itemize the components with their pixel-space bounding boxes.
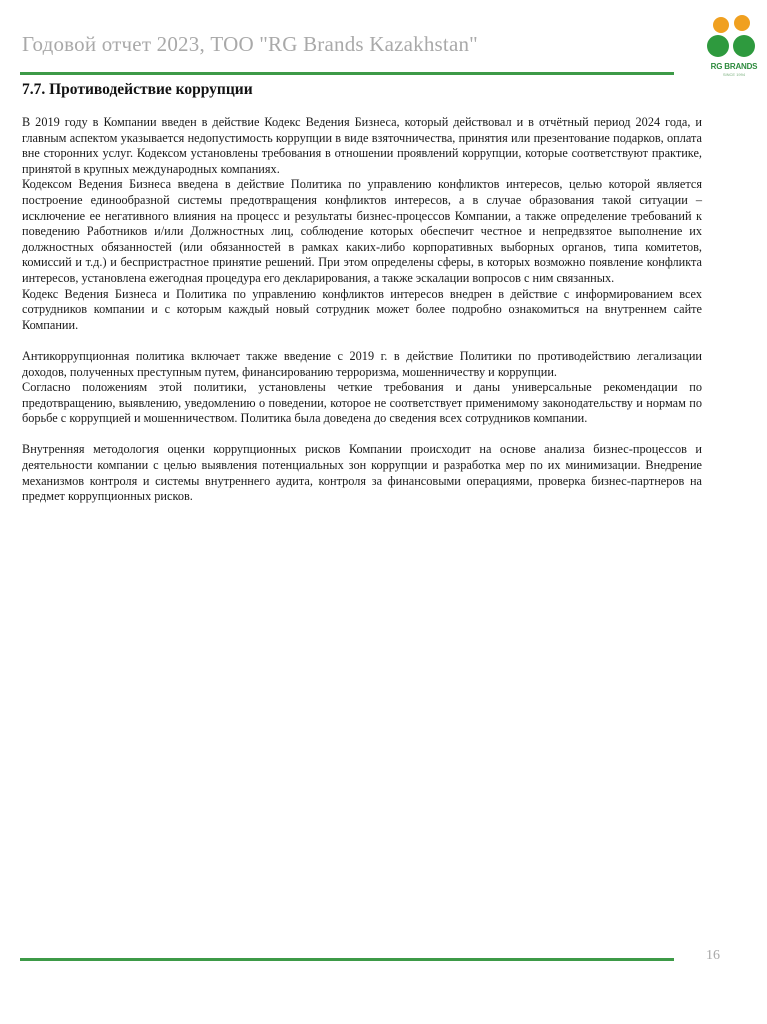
rg-brands-logo bbox=[704, 10, 764, 82]
paragraph-gap bbox=[22, 427, 702, 443]
paragraph: Согласно положениям этой политики, установлены четкие требования и даны универсальные рекомендации по предотвращению, выявлению, уведомлению о поведении, которое не соответствует применимому законодательству и нормам по борьбе с коррупцией и мошенничеством. Политика была доведена до сведения всех сотрудников компании. bbox=[22, 380, 702, 426]
header-title: Годовой отчет 2023, ТОО "RG Brands Kazakhstan" bbox=[22, 32, 478, 56]
paragraph: Антикоррупционная политика включает также введение с 2019 г. в действие Политики по противодействию легализации доходов, полученных преступным путем, финансированию терроризма, мошенничеству и коррупции. bbox=[22, 348, 702, 379]
paragraph-gap bbox=[22, 333, 702, 349]
logo-text: RG BRANDS bbox=[710, 62, 758, 71]
header-divider bbox=[20, 72, 674, 75]
page-number: 16 bbox=[706, 948, 720, 963]
section-body bbox=[22, 115, 702, 505]
paragraph: Кодекс Ведения Бизнеса и Политика по управлению конфликтов интересов внедрен в действие с информированием всех сотрудников компании и с которым каждый новый сотрудник может более подробно ознакомиться на внутреннем сайте Компании. bbox=[22, 286, 702, 332]
footer-divider bbox=[20, 958, 674, 961]
logo-subtext: SINCE 1994 bbox=[722, 72, 746, 77]
paragraph: Кодексом Ведения Бизнеса введена в действие Политика по управлению конфликтов интересов, целью которой является построение единообразной системы предотвращения конфликтов интересов, а в случае образования такой ситуации – исключение ее негативного влияния на процесс и результаты бизнес-процессов Компании, а также определение требований к поведению Работников и/или Должностных лиц, соблюдение которых обеспечит честное и непредвзятое выполнение их должностных обязанностей (или обязанностей в рамках каких-либо корпоративных выборных органов, типа комитетов, комиссий и т.д.) и беспристрастное принятие решений. При этом определены сферы, в которых возможно появление конфликта интересов, установлена ежегодная процедура его декларирования, а также эскалации вопросов с ним связанных. bbox=[22, 177, 702, 285]
section-heading: 7.7. Противодействие коррупции bbox=[22, 81, 253, 98]
logo-circles-icon bbox=[704, 10, 764, 62]
paragraph: В 2019 году в Компании введен в действие Кодекс Ведения Бизнеса, который действовал и в отчётный период 2024 года, и главным аспектом указывается недопустимость коррупции в виде взяточничества, принятия или презентование подарков, оплата вне сторонних услуг. Кодексом установлены требования в отношении проявлений коррупции, которые соответствуют практике, принятой в крупных международных компаниях. bbox=[22, 115, 702, 176]
paragraph: Внутренняя методология оценки коррупционных рисков Компании происходит на основе анализа бизнес-процессов и деятельности компании с целью выявления потенциальных зон коррупции и разработка мер по их минимизации. Внедрение механизмов контроля и системы внутреннего аудита, контроля за финансовыми операциями, проверка бизнес-партнеров на предмет коррупционных рисков. bbox=[22, 442, 702, 504]
